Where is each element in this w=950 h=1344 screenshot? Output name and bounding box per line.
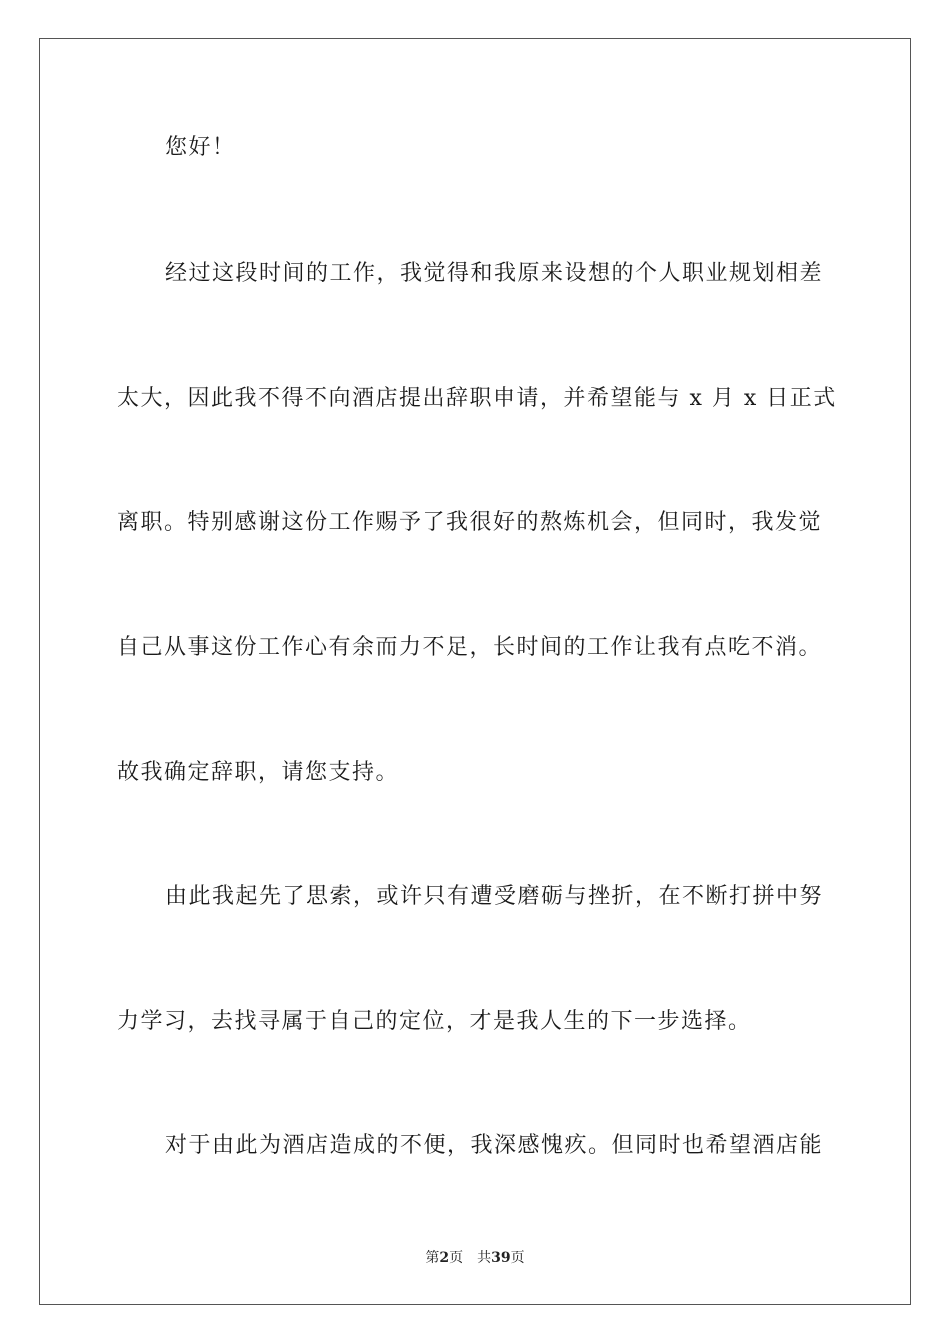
greeting-line: 您好！ (165, 135, 236, 160)
body-line: 自己从事这份工作心有余而力不足，长时间的工作让我有点吃不消。 (117, 635, 823, 660)
page-border (39, 38, 911, 1305)
body-line: 力学习，去找寻属于自己的定位，才是我人生的下一步选择。 (117, 1009, 752, 1034)
footer-total-suffix: 页 (510, 1250, 525, 1266)
footer-total-pages: 39 (491, 1250, 511, 1266)
body-line: 太大，因此我不得不向酒店提出辞职申请，并希望能与 x 月 x 日正式 (117, 386, 837, 411)
footer-page-number: 2 (439, 1250, 450, 1266)
body-line: 由此我起先了思索，或许只有遭受磨砺与挫折，在不断打拼中努 (165, 884, 824, 909)
body-line: 故我确定辞职，请您支持。 (117, 760, 400, 785)
footer-page-suffix: 页 (449, 1250, 464, 1266)
footer-total-prefix: 共 (477, 1250, 492, 1266)
body-line: 离职。特别感谢这份工作赐予了我很好的熬炼机会，但同时，我发觉 (117, 510, 823, 535)
page-footer (0, 1248, 950, 1268)
body-line: 经过这段时间的工作，我觉得和我原来设想的个人职业规划相差 (165, 261, 824, 286)
body-line: 对于由此为酒店造成的不便，我深感愧疚。但同时也希望酒店能 (165, 1133, 824, 1158)
footer-page-prefix: 第 (425, 1250, 440, 1266)
